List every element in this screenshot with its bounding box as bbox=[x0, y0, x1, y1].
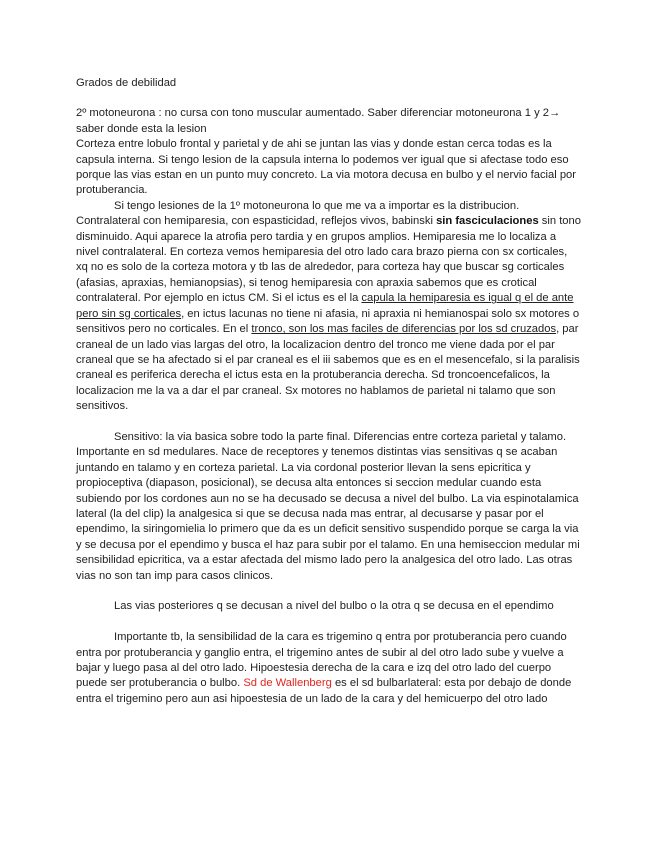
paragraph-capsula-interna: Corteza entre lobulo frontal y parietal y de ahi se juntan las vias y donde estan cerca todas es la capsula interna. Si tengo lesion de la capsula interna lo podemos ver igual que si afectase todo eso porque las vias estan en un punto muy concreto. La via motora decusa en bulbo y el nervio facial por protuberancia. bbox=[76, 138, 577, 197]
bold-sin-fasciculaciones: sin fasciculaciones bbox=[436, 215, 539, 228]
text-run: , en ictus lacunas no tiene ni afasia, ni apraxia ni hemianospai solo sx motores o sensitivos pero no corticales. En el bbox=[76, 307, 580, 336]
paragraph-sensitivo: Sensitivo: la via basica sobre todo la parte final. Diferencias entre corteza parietal y talamo. Importante en sd medulares. Nace de receptores y tenemos distintas vias sensitivas q se acaban juntando en talamo y en corteza parietal. La via cordonal posterior llevan la sens epicritica y propioceptiva (diapason, posicional), se decusa alta entonces si seccion medular cuando esta subiendo por los cordones aun no se ha decusado se decusa a nivel del bulbo. La via espinotalamica lateral (la del clip) la analgesica si que se decusa nada mas entrar, al decusarse y pasar por el ependimo, la siringomielia lo primero que da es un deficit sensitivo suspendido porque se carga la via y se decusa por el ependimo y busca el haz para subir por el talamo. En una hemiseccion medular mi sensibilidad epicritica, va a estar afectada del mismo lado pero la analgesica del otro lado. Las otras vias no son tan imp para casos clinicos. bbox=[76, 430, 580, 582]
document-title: Grados de debilidad bbox=[76, 77, 177, 89]
text-run: es el sd bulbarlateral: esta por debajo de donde entra el trigemino pero aun asi hipoestesia de un lado de la cara y del hemicuerpo del otro lado bbox=[76, 677, 572, 705]
paragraph-motoneurona: 2º motoneurona : no cursa con tono muscular aumentado. Saber diferenciar motoneurona 1 y 2→ saber donde esta la lesion bbox=[76, 107, 561, 135]
underlined-tronco: tronco, son los mas faciles de diferencias por los sd cruzados bbox=[251, 323, 557, 336]
paragraph-primera-motoneurona bbox=[76, 199, 581, 415]
text-run: sin tono disminuido. Aqui aparece la atrofia pero tardia y en grupos amplios. Hemiparesia me lo localiza a nivel contralateral. En corteza vemos hemiparesia del otro lado cara brazo pierna con sx corticales, xq no es solo de la corteza motora y tb las de alrededor, para corteza hay que buscar sg corticales (afasias, apraxias, hemianopsias), si tenog hemiparesia con apraxia sabemos que es crotical contralateral. Por ejemplo en ictus CM. Si el ictus es el la bbox=[76, 215, 581, 305]
paragraph-vias-posteriores: Las vias posteriores q se decusan a nivel del bulbo o la otra q se decusa en el ependimo bbox=[114, 600, 554, 613]
red-sd-wallenberg: Sd de Wallenberg bbox=[243, 677, 332, 690]
text-run: Si tengo lesiones de la 1º motoneurona lo que me va a importar es la distribucion. Contralateral con hemiparesia, con espasticidad, reflejos vivos, babinski bbox=[76, 199, 520, 228]
text-run: Importante tb, la sensibilidad de la cara es trigemino q entra por protuberancia pero cuando entra por protuberancia y ganglio entra, el trigemino antes de subir al del otro lado sube y vuelve a bajar y luego pasa al del otro lado. Hipoestesia derecha de la cara e izq del otro lado del cuerpo puede ser protuberancia o bulbo. bbox=[76, 631, 567, 690]
text-run: , par craneal de un lado vias largas del otro, la localizacion dentro del tronco me viene dada por el par craneal que se ha afectado si el par craneal es el iii sabemos que es en el mesencefalo, si la paralisis craneal es periferica derecha el ictus esta en la protuberancia derecha. Sd troncoencefalicos, la localizacion me la va a dar el par craneal. Sx motores no hablamos de parietal ni talamo que son sensitivos. bbox=[76, 323, 580, 413]
paragraph-trigemino bbox=[76, 630, 581, 707]
underlined-capsula: capula la hemiparesia es igual q el de ante pero sin sg corticales bbox=[76, 292, 574, 320]
